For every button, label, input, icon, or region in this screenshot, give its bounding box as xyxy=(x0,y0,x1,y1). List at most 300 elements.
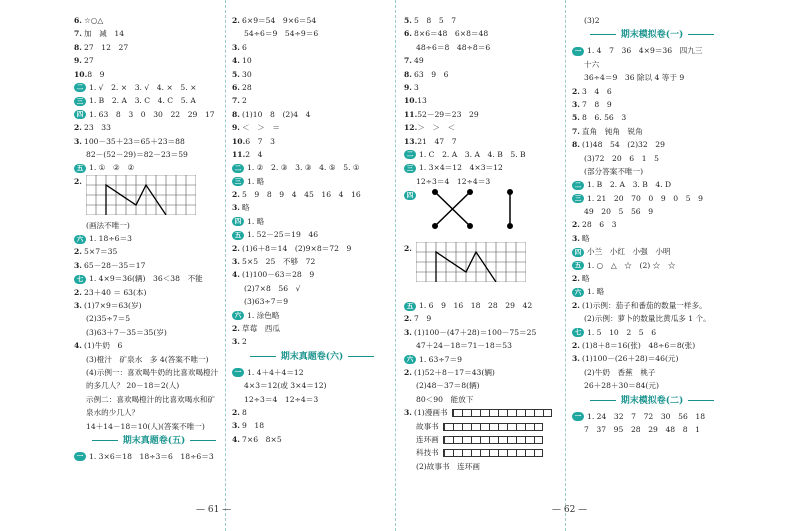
answer-line xyxy=(572,71,732,84)
answer-line xyxy=(572,138,732,151)
answer-text: ☆○△ xyxy=(84,16,104,25)
answer-text: 23＋40 ＝ 63(本) xyxy=(84,287,147,297)
question-number: 4. xyxy=(232,56,240,66)
answer-line xyxy=(572,205,732,218)
answer-line xyxy=(232,215,392,228)
question-number: 2. xyxy=(232,323,240,333)
answer-text: (2)故事书 连环画 xyxy=(416,461,480,471)
answer-text: 1. B 2. A 3. B 4. D xyxy=(587,180,672,190)
question-number: 13. xyxy=(404,136,418,146)
page-number-left: — 61 — xyxy=(196,505,232,515)
question-number: 2. xyxy=(572,220,580,230)
answer-text: 8 xyxy=(242,407,247,417)
answer-text: (1)10 8 (2)4 4 xyxy=(242,109,311,119)
answer-text: 5 8 5 7 xyxy=(414,16,457,25)
answer-line xyxy=(572,272,732,285)
answer-text: 3 4 6 xyxy=(582,86,612,96)
answer-line xyxy=(232,322,392,335)
section-badge: 六 xyxy=(572,288,584,297)
question-number: 3. xyxy=(232,257,240,267)
answer-text: (1)6＋8＝14 (2)9×8＝72 9 xyxy=(242,243,352,253)
answer-text: 48÷6＝8 48÷8＝6 xyxy=(416,42,491,52)
section-badge: 一 xyxy=(232,368,244,377)
answer-text: 54÷6＝9 54÷9＝6 xyxy=(244,29,319,39)
answer-line xyxy=(232,135,392,148)
answer-text: (3)63＋7－35＝35(岁) xyxy=(86,327,167,337)
answer-text: (1)48 54 (2)32 29 xyxy=(582,140,665,150)
drawing-grid xyxy=(86,175,196,215)
answer-text: 12÷3＝4 12÷4＝3 xyxy=(416,176,491,186)
answer-line xyxy=(74,286,234,299)
section-badge: 六 xyxy=(74,235,86,244)
question-number: 2. xyxy=(74,176,82,186)
question-number: 3. xyxy=(74,301,82,311)
answer-text: 9 18 xyxy=(242,421,265,431)
question-number: 3. xyxy=(74,260,82,270)
answer-text: (1)漫画书 xyxy=(414,408,448,418)
question-number: 8. xyxy=(404,69,412,79)
column-3 xyxy=(404,14,564,473)
answer-line xyxy=(572,299,732,312)
column-divider xyxy=(565,0,566,531)
answer-line xyxy=(404,366,564,379)
answer-text: (1)7×9＝63(岁) xyxy=(84,301,142,311)
answer-line xyxy=(404,312,564,325)
answer-text: 7×6 8×5 xyxy=(242,434,282,444)
answer-line xyxy=(74,299,234,312)
answer-line xyxy=(572,379,732,392)
answer-text: 5 9 8 9 4 45 16 4 16 xyxy=(242,190,361,200)
answer-line xyxy=(404,81,564,94)
answer-line xyxy=(74,175,234,219)
answer-text: 26＋28＋30＝84(元) xyxy=(584,381,659,391)
answer-line xyxy=(74,121,234,134)
answer-line xyxy=(404,286,564,299)
section-badge: 一 xyxy=(74,452,86,461)
answer-line xyxy=(232,54,392,67)
answer-line xyxy=(232,419,392,432)
answer-line xyxy=(404,353,564,366)
answer-line xyxy=(232,68,392,81)
answer-line xyxy=(404,215,564,228)
question-number: 11. xyxy=(232,149,246,159)
answer-line xyxy=(572,58,732,71)
answer-text: 4×3＝12(或 3×4＝12) xyxy=(244,381,327,391)
answer-text: 7 37 95 28 29 48 8 1 xyxy=(584,424,700,434)
right-page xyxy=(400,0,800,531)
answer-text: 100－35＋23＝65＋23＝88 xyxy=(84,136,185,146)
answer-line xyxy=(404,242,564,286)
answer-line xyxy=(572,423,732,436)
question-number: 2. xyxy=(404,243,412,253)
answer-text: 略 xyxy=(242,203,250,213)
answer-text: 泉水的少几人？ xyxy=(86,408,140,418)
answer-line xyxy=(74,94,234,107)
section-badge: 五 xyxy=(572,261,584,270)
question-number: 10. xyxy=(404,96,418,106)
answer-line xyxy=(74,27,234,40)
section-badge: 二 xyxy=(232,164,244,173)
answer-text: 5×7＝35 xyxy=(84,247,118,257)
answer-text: 2 xyxy=(242,96,247,106)
spine-divider xyxy=(395,0,396,531)
question-number: 7. xyxy=(404,56,412,66)
answer-text: (3)63÷7＝9 xyxy=(244,297,289,307)
question-number: 11. xyxy=(404,109,418,119)
section-title: 期末模拟卷(二) xyxy=(572,393,732,410)
question-number: 2. xyxy=(572,340,580,350)
answer-text: (2)7×8 56 √ xyxy=(244,283,301,293)
answer-line xyxy=(232,335,392,348)
section-badge: 二 xyxy=(74,83,86,92)
answer-line xyxy=(74,54,234,67)
answer-text: (1)100－(47＋28)＝100－75＝25 xyxy=(414,327,537,337)
drawing-grid xyxy=(416,242,526,282)
answer-line xyxy=(232,94,392,107)
answer-text: 1. 略 xyxy=(247,216,265,226)
answer-text: 2 xyxy=(242,337,247,347)
answer-line xyxy=(404,460,564,473)
answer-line xyxy=(232,268,392,281)
question-number: 9. xyxy=(404,82,412,92)
answer-text: 1. 24 32 7 72 30 56 18 xyxy=(587,411,706,421)
answer-text: 14＋14－18＝10(人)(答案不唯一) xyxy=(86,421,205,431)
answer-text: 连环画 xyxy=(416,434,439,444)
answer-line xyxy=(74,108,234,121)
question-number: 10. xyxy=(232,136,246,146)
section-badge: 四 xyxy=(404,191,416,200)
answer-text: 1. ① ② ② xyxy=(89,163,135,173)
answer-line xyxy=(404,27,564,40)
question-number: 7. xyxy=(572,126,580,136)
answer-text: (2)35÷7＝5 xyxy=(86,314,131,324)
answer-text: 12÷3＝4 12÷4＝3 xyxy=(244,394,319,404)
section-badge: 五 xyxy=(74,164,86,173)
answer-line xyxy=(404,393,564,406)
question-number: 2. xyxy=(74,287,82,297)
answer-text: (1)示例：茄子和番茄的数量一样多。 xyxy=(582,300,707,310)
answer-text: 1. 63÷7＝9 xyxy=(419,354,462,364)
question-number: 3. xyxy=(404,327,412,337)
answer-text: 8 9 xyxy=(87,69,105,79)
section-badge: 二 xyxy=(572,181,584,190)
answer-text: 1. 略 xyxy=(587,287,605,297)
answer-line xyxy=(572,232,732,245)
question-number: 2. xyxy=(572,86,580,96)
answer-text: 52－29＝23 29 xyxy=(417,109,479,119)
question-number: 4. xyxy=(232,434,240,444)
answer-text: (3)橙汁 矿泉水 多 4(答案不唯一) xyxy=(86,354,209,364)
answer-line xyxy=(74,135,234,148)
answer-line xyxy=(404,108,564,121)
answer-text: (1)8＋8＝16(张) 48÷6＝8(张) xyxy=(582,340,696,350)
answer-text: (3)2 xyxy=(584,16,600,25)
answer-text: (1)52＋8－17＝43(辆) xyxy=(414,367,495,377)
answer-line xyxy=(404,68,564,81)
section-badge: 四 xyxy=(572,248,584,257)
answer-line xyxy=(232,188,392,201)
section-badge: 一 xyxy=(572,412,584,421)
question-number: 6. xyxy=(232,82,240,92)
answer-line xyxy=(74,353,234,366)
column-4 xyxy=(572,14,732,436)
answer-line xyxy=(572,326,732,339)
answer-text: 十六 xyxy=(584,59,600,69)
question-number: 10. xyxy=(74,69,88,79)
answer-line xyxy=(232,433,392,446)
answer-text: 草莓 西瓜 xyxy=(242,323,280,333)
answer-line xyxy=(404,148,564,161)
answer-text: 28 6 3 xyxy=(582,220,617,230)
answer-text: 1. 6 9 16 18 28 29 42 xyxy=(419,301,533,311)
answer-text: 略 xyxy=(582,274,590,284)
answer-line xyxy=(232,161,392,174)
section-badge: 七 xyxy=(572,328,584,337)
question-number: 2. xyxy=(232,190,240,200)
answer-text: 27 xyxy=(84,56,94,66)
answer-line xyxy=(404,201,564,214)
answer-text: 13 xyxy=(417,96,427,106)
answer-line xyxy=(232,242,392,255)
answer-line xyxy=(74,245,234,258)
answer-line xyxy=(572,44,732,57)
answer-line xyxy=(404,420,564,433)
answer-line xyxy=(232,379,392,392)
answer-line xyxy=(74,161,234,174)
answer-text: (1)100－63＝28 9 xyxy=(242,270,315,280)
answer-line xyxy=(572,285,732,298)
answer-text: 49 20 5 56 9 xyxy=(584,207,654,217)
answer-text: (2)牛奶 香蕉 桃子 xyxy=(584,367,656,377)
answer-line xyxy=(74,272,234,285)
answer-text: 30 xyxy=(242,69,252,79)
answer-text: 3 xyxy=(414,82,419,92)
section-badge: 五 xyxy=(404,302,416,311)
answer-line xyxy=(572,98,732,111)
answer-line xyxy=(74,420,234,433)
section-badge: 四 xyxy=(232,217,244,226)
answer-line xyxy=(572,178,732,191)
answer-line xyxy=(74,81,234,94)
answer-text: 小兰 小红 小强 小明 xyxy=(587,247,671,257)
question-number: 2. xyxy=(232,243,240,253)
answer-line xyxy=(572,245,732,258)
answer-text: 1. 21 20 70 0 9 0 5 9 xyxy=(587,193,703,203)
section-title: 期末模拟卷(一) xyxy=(572,27,732,44)
answer-text: 1. 52－25＝19 46 xyxy=(247,230,319,240)
question-number: 3. xyxy=(232,337,240,347)
answer-line xyxy=(232,14,392,27)
answer-text: (2)示例：萝卜的数量比黄瓜多 1 个。 xyxy=(584,314,711,324)
answer-line xyxy=(74,366,234,379)
question-number: 8. xyxy=(232,109,240,119)
section-badge: 五 xyxy=(232,231,244,240)
answer-line xyxy=(404,433,564,446)
answer-line xyxy=(232,27,392,40)
answer-text: 10 xyxy=(242,56,252,66)
answer-text: 1. 18÷6＝3 xyxy=(89,234,132,244)
question-number: 8. xyxy=(572,140,580,150)
answer-line xyxy=(404,299,564,312)
answer-line xyxy=(232,406,392,419)
question-number: 9. xyxy=(74,56,82,66)
answer-text: 1. ② 2. ③ 3. ③ 4. ⑤ 5. ① xyxy=(247,163,360,173)
question-number: 2. xyxy=(404,367,412,377)
answer-line xyxy=(572,366,732,379)
answer-line xyxy=(74,219,234,232)
answer-line xyxy=(74,232,234,245)
question-number: 4. xyxy=(232,270,240,280)
question-number: 6. xyxy=(404,29,412,39)
answer-line xyxy=(232,228,392,241)
section-title: 期末真题卷(六) xyxy=(232,349,392,366)
answer-text: 6 7 3 xyxy=(245,136,275,146)
section-badge: 三 xyxy=(572,194,584,203)
answer-line xyxy=(572,218,732,231)
answer-line xyxy=(572,152,732,165)
tally-cells xyxy=(452,409,552,417)
question-number: 7. xyxy=(232,96,240,106)
question-number: 7. xyxy=(74,29,82,39)
answer-line xyxy=(404,446,564,459)
answer-text: 23 33 xyxy=(84,123,111,133)
answer-text: 1. 5 10 2 5 6 xyxy=(587,327,657,337)
answer-text: 2 4 xyxy=(245,149,263,159)
answer-line xyxy=(232,41,392,54)
answer-text: (画法不唯一) xyxy=(86,220,130,230)
answer-line xyxy=(74,312,234,325)
answer-text: 科技书 xyxy=(416,448,439,458)
question-number: 3. xyxy=(404,408,412,418)
answer-line xyxy=(232,201,392,214)
answer-text: 1. ○ △ ☆ (2) ☆ ☆ xyxy=(587,260,676,270)
answer-line xyxy=(404,54,564,67)
question-number: 3. xyxy=(232,42,240,52)
answer-text: 7 9 xyxy=(414,314,432,324)
answer-text: ＞ ＞ ＜ xyxy=(417,123,456,133)
question-number: 2. xyxy=(232,16,240,25)
answer-line xyxy=(404,161,564,174)
question-number: 2. xyxy=(74,123,82,133)
answer-text: (2)48－37＝8(辆) xyxy=(416,381,480,391)
section-badge: 一 xyxy=(572,47,584,56)
answer-text: (部分答案不唯一) xyxy=(584,166,644,176)
question-number: 2. xyxy=(572,300,580,310)
question-number: 12. xyxy=(404,123,418,133)
answer-line xyxy=(404,175,564,188)
answer-text: 1. B 2. A 3. C 4. C 5. A xyxy=(89,96,196,106)
answer-line xyxy=(232,255,392,268)
question-number: 9. xyxy=(232,123,240,133)
section-badge: 六 xyxy=(232,311,244,320)
section-badge: 三 xyxy=(404,164,416,173)
answer-line xyxy=(572,125,732,138)
answer-text: 49 xyxy=(414,56,424,66)
answer-text: 47＋24－18＝71－18＝53 xyxy=(416,341,512,351)
answer-text: 1. 4 7 36 4×9＝36 四九三 xyxy=(587,46,703,56)
answer-text: (1)牛奶 6 xyxy=(84,341,123,351)
answer-text: 1. 4＋4＋4＝12 xyxy=(247,367,304,377)
question-number: 8. xyxy=(74,42,82,52)
answer-text: 的多几人？ 20－18＝2(人) xyxy=(86,381,180,391)
answer-line xyxy=(404,379,564,392)
answer-line xyxy=(404,121,564,134)
answer-text: 1. 3×6＝18 18÷3＝6 18÷6＝3 xyxy=(89,451,214,461)
answer-line xyxy=(404,339,564,352)
answer-line xyxy=(74,14,234,27)
answer-line xyxy=(572,111,732,124)
answer-text: 1. 略 xyxy=(247,176,265,186)
section-badge: 二 xyxy=(404,150,416,159)
question-number: 6. xyxy=(74,16,82,25)
question-number: 5. xyxy=(232,69,240,79)
answer-line xyxy=(572,165,732,178)
answer-line xyxy=(404,94,564,107)
answer-line xyxy=(232,309,392,322)
answer-line xyxy=(572,312,732,325)
answer-text: 1. 涂色略 xyxy=(247,310,280,320)
answer-text: 5×5 25 不够 72 xyxy=(242,257,316,267)
answer-line xyxy=(572,14,732,27)
answer-line xyxy=(404,41,564,54)
answer-line xyxy=(572,259,732,272)
answer-line xyxy=(74,148,234,161)
question-number: 3. xyxy=(232,421,240,431)
answer-line xyxy=(232,175,392,188)
answer-line xyxy=(404,326,564,339)
answer-text: 1. 4×9＝36(辆) 36＜38 不能 xyxy=(89,274,203,284)
answer-line xyxy=(74,41,234,54)
column-divider xyxy=(225,0,226,531)
answer-line xyxy=(232,108,392,121)
question-number: 2. xyxy=(232,407,240,417)
column-1 xyxy=(74,14,234,463)
question-number: 3. xyxy=(572,233,580,243)
answer-text: 6×9＝54 9×6＝54 xyxy=(242,16,317,25)
answer-text: 80＜90 能放下 xyxy=(416,394,474,404)
tally-cells xyxy=(443,436,543,444)
answer-text: 直角 钝角 锐角 xyxy=(582,126,643,136)
answer-line xyxy=(232,121,392,134)
answer-line xyxy=(404,406,564,419)
answer-text: 21 47 7 xyxy=(417,136,457,146)
answer-line xyxy=(232,81,392,94)
section-badge: 四 xyxy=(74,110,86,119)
answer-line xyxy=(232,366,392,379)
answer-text: (1)100－(26＋28)＝46(元) xyxy=(582,354,679,364)
answer-text: 63 9 6 xyxy=(414,69,449,79)
answer-line xyxy=(74,393,234,406)
section-badge: 七 xyxy=(74,275,86,284)
question-number: 3. xyxy=(572,354,580,364)
answer-line xyxy=(232,393,392,406)
answer-line xyxy=(572,192,732,205)
section-title: 期末真题卷(五) xyxy=(74,433,234,450)
answer-text: 1. C 2. A 3. A 4. B 5. B xyxy=(419,149,526,159)
column-2 xyxy=(232,14,392,446)
question-number: 3. xyxy=(74,136,82,146)
answer-line xyxy=(74,450,234,463)
answer-text: 示例二：喜欢喝橙汁的比喜欢喝水和矿 xyxy=(86,394,216,404)
answer-line xyxy=(572,410,732,423)
answer-text: 27 12 27 xyxy=(84,42,129,52)
section-badge: 三 xyxy=(232,177,244,186)
answer-line xyxy=(404,228,564,241)
answer-text: 82－(52－29)＝82－23＝59 xyxy=(86,149,188,159)
answer-text: 加 减 14 xyxy=(84,29,125,39)
answer-line xyxy=(404,188,564,201)
answer-line xyxy=(74,68,234,81)
